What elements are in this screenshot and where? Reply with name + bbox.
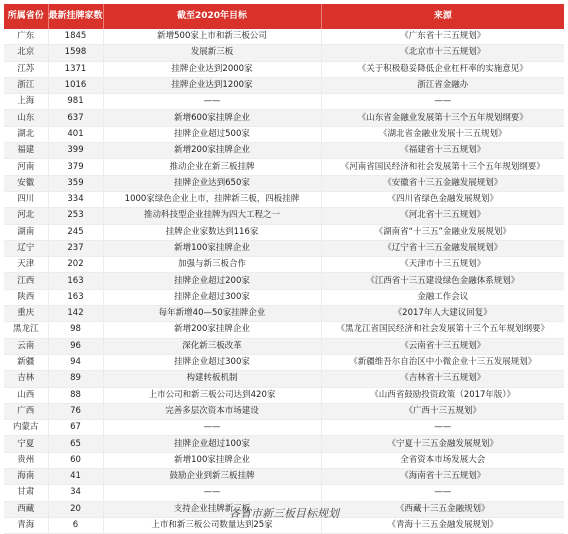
cell-2020-target: —— xyxy=(103,485,321,501)
cell-source: 《青海十三五金融发展规划》 xyxy=(321,517,564,533)
cell-listing-count: 67 xyxy=(48,420,103,436)
table-row xyxy=(4,61,564,77)
cell-source: 《黑龙江省国民经济和社会发展第十三个五年规划纲要》 xyxy=(321,322,564,338)
cell-source: 《广东省十三五规划》 xyxy=(321,29,564,45)
cell-province: 陕西 xyxy=(4,289,48,305)
header-2020-target: 截至2020年目标 xyxy=(103,4,321,29)
table-row xyxy=(4,371,564,387)
cell-listing-count: 163 xyxy=(48,273,103,289)
cell-source: 《山东省金融业发展第十三个五年规划纲要》 xyxy=(321,110,564,126)
table-body xyxy=(4,29,564,534)
table-row xyxy=(4,354,564,370)
table-row xyxy=(4,143,564,159)
cell-province: 安徽 xyxy=(4,175,48,191)
header-source: 来源 xyxy=(321,4,564,29)
cell-source: —— xyxy=(321,420,564,436)
cell-2020-target: 挂牌企业超过500家 xyxy=(103,126,321,142)
cell-source: 《湖南省“十三五”金融业发展规划》 xyxy=(321,224,564,240)
cell-listing-count: 1845 xyxy=(48,29,103,45)
header-listing-count: 最新挂牌家数 xyxy=(48,4,103,29)
table-row xyxy=(4,208,564,224)
cell-listing-count: 401 xyxy=(48,126,103,142)
table-row xyxy=(4,485,564,501)
cell-province: 广东 xyxy=(4,29,48,45)
cell-province: 北京 xyxy=(4,45,48,61)
table-row xyxy=(4,126,564,142)
cell-2020-target: 新增100家挂牌企业 xyxy=(103,452,321,468)
cell-source: 《广西十三五规划》 xyxy=(321,403,564,419)
table-row xyxy=(4,322,564,338)
cell-2020-target: 鼓励企业到新三板挂牌 xyxy=(103,469,321,485)
cell-source: 《安徽省十三五金融发展规划》 xyxy=(321,175,564,191)
cell-2020-target: 推动企业在新三板挂牌 xyxy=(103,159,321,175)
cell-listing-count: 637 xyxy=(48,110,103,126)
cell-source: 《关于积极稳妥降低企业杠杆率的实施意见》 xyxy=(321,61,564,77)
cell-listing-count: 1598 xyxy=(48,45,103,61)
table-row xyxy=(4,452,564,468)
cell-2020-target: 挂牌企业超过300家 xyxy=(103,289,321,305)
cell-2020-target: 发展新三板 xyxy=(103,45,321,61)
cell-2020-target: 上市和新三板公司数量达到25家 xyxy=(103,517,321,533)
cell-listing-count: 34 xyxy=(48,485,103,501)
cell-listing-count: 96 xyxy=(48,338,103,354)
cell-2020-target: 挂牌企业家数达到116家 xyxy=(103,224,321,240)
table-row xyxy=(4,159,564,175)
cell-2020-target: 新增200家挂牌企业 xyxy=(103,322,321,338)
cell-2020-target: 构建转板机制 xyxy=(103,371,321,387)
table-row xyxy=(4,289,564,305)
table-row xyxy=(4,94,564,110)
cell-listing-count: 334 xyxy=(48,191,103,207)
cell-listing-count: 1371 xyxy=(48,61,103,77)
cell-listing-count: 237 xyxy=(48,240,103,256)
cell-source: —— xyxy=(321,94,564,110)
cell-listing-count: 98 xyxy=(48,322,103,338)
cell-source: 《福建省十三五规划》 xyxy=(321,143,564,159)
cell-province: 福建 xyxy=(4,143,48,159)
cell-source: 《2017年人大建议回复》 xyxy=(321,306,564,322)
cell-province: 甘肃 xyxy=(4,485,48,501)
cell-2020-target: 挂牌企业达到1200家 xyxy=(103,77,321,93)
cell-province: 重庆 xyxy=(4,306,48,322)
cell-province: 天津 xyxy=(4,257,48,273)
province-targets-table xyxy=(4,4,564,534)
cell-source: 《宁夏十三五金融发展规划》 xyxy=(321,436,564,452)
table-row xyxy=(4,436,564,452)
cell-province: 云南 xyxy=(4,338,48,354)
cell-listing-count: 981 xyxy=(48,94,103,110)
cell-listing-count: 94 xyxy=(48,354,103,370)
table-row xyxy=(4,403,564,419)
cell-province: 江苏 xyxy=(4,61,48,77)
table-row xyxy=(4,175,564,191)
cell-listing-count: 245 xyxy=(48,224,103,240)
cell-province: 广西 xyxy=(4,403,48,419)
table-row xyxy=(4,469,564,485)
cell-province: 四川 xyxy=(4,191,48,207)
cell-listing-count: 379 xyxy=(48,159,103,175)
cell-province: 上海 xyxy=(4,94,48,110)
table-row xyxy=(4,77,564,93)
cell-province: 贵州 xyxy=(4,452,48,468)
cell-province: 辽宁 xyxy=(4,240,48,256)
cell-2020-target: 推动科技型企业挂牌为四大工程之一 xyxy=(103,208,321,224)
cell-listing-count: 1016 xyxy=(48,77,103,93)
cell-province: 江西 xyxy=(4,273,48,289)
table-header-row xyxy=(4,4,564,29)
cell-listing-count: 142 xyxy=(48,306,103,322)
table-row xyxy=(4,45,564,61)
cell-province: 湖北 xyxy=(4,126,48,142)
cell-listing-count: 6 xyxy=(48,517,103,533)
cell-source: 全省资本市场发展大会 xyxy=(321,452,564,468)
cell-source: 《北京市十三五规划》 xyxy=(321,45,564,61)
cell-province: 山西 xyxy=(4,387,48,403)
cell-source: 《江西省十三五建设绿色金融体系规划》 xyxy=(321,273,564,289)
cell-2020-target: 加强与新三板合作 xyxy=(103,257,321,273)
table-row xyxy=(4,420,564,436)
cell-listing-count: 76 xyxy=(48,403,103,419)
cell-province: 黑龙江 xyxy=(4,322,48,338)
cell-listing-count: 20 xyxy=(48,501,103,517)
cell-source: 《河南省国民经济和社会发展第十三个五年规划纲要》 xyxy=(321,159,564,175)
cell-listing-count: 163 xyxy=(48,289,103,305)
cell-source: 《辽宁省十三五金融发展规划》 xyxy=(321,240,564,256)
cell-source: 金融工作会议 xyxy=(321,289,564,305)
cell-province: 海南 xyxy=(4,469,48,485)
cell-listing-count: 65 xyxy=(48,436,103,452)
table-row xyxy=(4,110,564,126)
cell-2020-target: 完善多层次资本市场建设 xyxy=(103,403,321,419)
table-row xyxy=(4,224,564,240)
table-row xyxy=(4,338,564,354)
table-row xyxy=(4,387,564,403)
cell-2020-target: 上市公司和新三板公司达到420家 xyxy=(103,387,321,403)
cell-source: 《海南省十三五规划》 xyxy=(321,469,564,485)
cell-province: 山东 xyxy=(4,110,48,126)
cell-source: 《西藏十三五金融规划》 xyxy=(321,501,564,517)
table-row xyxy=(4,29,564,45)
cell-2020-target: 支持企业挂牌新三板 xyxy=(103,501,321,517)
figure-caption: 各省市新三板目标规划 xyxy=(229,507,339,520)
table-row xyxy=(4,257,564,273)
cell-2020-target: 新增500家上市和新三板公司 xyxy=(103,29,321,45)
cell-2020-target: 挂牌企业达到650家 xyxy=(103,175,321,191)
cell-source: 《四川省绿色金融发展规划》 xyxy=(321,191,564,207)
cell-listing-count: 60 xyxy=(48,452,103,468)
cell-2020-target: 挂牌企业超过300家 xyxy=(103,354,321,370)
cell-source: —— xyxy=(321,485,564,501)
cell-source: 浙江省金融办 xyxy=(321,77,564,93)
cell-province: 青海 xyxy=(4,517,48,533)
cell-2020-target: 深化新三板改革 xyxy=(103,338,321,354)
cell-listing-count: 88 xyxy=(48,387,103,403)
cell-province: 宁夏 xyxy=(4,436,48,452)
cell-2020-target: 新增200家挂牌企业 xyxy=(103,143,321,159)
cell-province: 新疆 xyxy=(4,354,48,370)
cell-listing-count: 41 xyxy=(48,469,103,485)
cell-source: 《吉林省十三五规划》 xyxy=(321,371,564,387)
cell-2020-target: 挂牌企业超过100家 xyxy=(103,436,321,452)
cell-province: 内蒙古 xyxy=(4,420,48,436)
cell-province: 河北 xyxy=(4,208,48,224)
cell-province: 浙江 xyxy=(4,77,48,93)
table-row xyxy=(4,273,564,289)
cell-2020-target: —— xyxy=(103,94,321,110)
table-row xyxy=(4,191,564,207)
header-province: 所属省份 xyxy=(4,4,48,29)
cell-source: 《河北省十三五规划》 xyxy=(321,208,564,224)
cell-2020-target: 挂牌企业超过200家 xyxy=(103,273,321,289)
cell-listing-count: 89 xyxy=(48,371,103,387)
cell-source: 《湖北省金融业发展十三五规划》 xyxy=(321,126,564,142)
cell-source: 《新疆维吾尔自治区中小微企业十三五发展规划》 xyxy=(321,354,564,370)
cell-listing-count: 359 xyxy=(48,175,103,191)
cell-province: 吉林 xyxy=(4,371,48,387)
cell-source: 《山西省鼓励投资政策（2017年版）》 xyxy=(321,387,564,403)
province-targets-table-container xyxy=(4,4,564,534)
cell-listing-count: 202 xyxy=(48,257,103,273)
cell-source: 《天津市十三五规划》 xyxy=(321,257,564,273)
cell-2020-target: 挂牌企业达到2000家 xyxy=(103,61,321,77)
cell-2020-target: 1000家绿色企业上市，挂牌新三板，四板挂牌 xyxy=(103,191,321,207)
cell-listing-count: 253 xyxy=(48,208,103,224)
cell-2020-target: 新增100家挂牌企业 xyxy=(103,240,321,256)
table-row xyxy=(4,306,564,322)
cell-2020-target: 每年新增40—50家挂牌企业 xyxy=(103,306,321,322)
cell-2020-target: 新增600家挂牌企业 xyxy=(103,110,321,126)
cell-province: 河南 xyxy=(4,159,48,175)
cell-source: 《云南省十三五规划》 xyxy=(321,338,564,354)
table-row xyxy=(4,240,564,256)
cell-province: 湖南 xyxy=(4,224,48,240)
cell-province: 西藏 xyxy=(4,501,48,517)
cell-listing-count: 399 xyxy=(48,143,103,159)
cell-2020-target: —— xyxy=(103,420,321,436)
